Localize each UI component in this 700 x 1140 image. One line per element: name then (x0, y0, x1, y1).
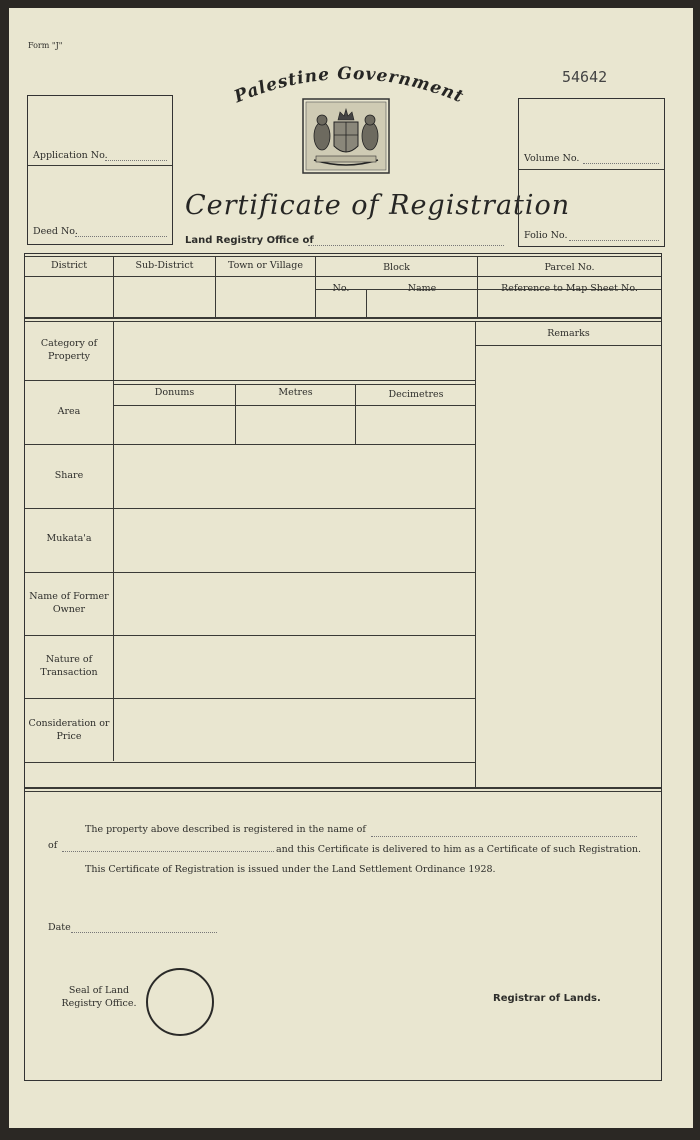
owner-name-dotted-line (371, 836, 637, 837)
parcel-header: Parcel No. (544, 262, 595, 273)
seal-circle (146, 968, 214, 1036)
sub-district-header: Sub-District (135, 260, 194, 271)
rule (25, 762, 476, 763)
application-label: Application No. (33, 150, 108, 161)
folio-label: Folio No. (524, 230, 568, 241)
office-label: Land Registry Office of (185, 235, 314, 246)
form-label: Form "J" (28, 41, 63, 50)
office-dotted-line (308, 245, 504, 246)
rule (25, 572, 476, 573)
folio-dotted-line (569, 240, 659, 241)
rule (114, 405, 476, 406)
category-label: Category of Property (40, 338, 98, 362)
seal-label: Seal of Land Registry Office. (61, 985, 137, 1009)
mukataa-label: Mukata'a (46, 533, 92, 544)
rule (25, 276, 661, 277)
ordinance-text: This Certificate of Registration is issued under the Land Settlement Ordinance 1928. (85, 864, 496, 875)
transaction-label: Nature of Transaction (40, 654, 98, 678)
map-ref-header: Reference to Map Sheet No. (501, 283, 638, 294)
registrar-label: Registrar of Lands. (493, 993, 601, 1004)
rule (25, 317, 661, 319)
date-label: Date (48, 922, 71, 933)
serial-number: 54642 (562, 68, 608, 86)
block-no-header: No. (332, 283, 350, 294)
decimetres-header: Decimetres (388, 389, 444, 400)
owner-of-dotted-line (62, 851, 274, 852)
volume-box (518, 98, 665, 247)
registered-text: The property above described is registered in the name of (85, 824, 366, 835)
share-label: Share (54, 470, 84, 481)
rule (25, 444, 476, 445)
district-header: District (50, 260, 88, 271)
rule (25, 508, 476, 509)
rule (25, 635, 476, 636)
certificate-title: Certificate of Registration (185, 190, 571, 221)
deed-label: Deed No. (33, 226, 78, 237)
former-owner-label: Name of Former Owner (29, 591, 109, 615)
application-box (27, 95, 173, 245)
box-divider (28, 165, 172, 166)
block-header: Block (383, 262, 410, 273)
area-label: Area (57, 406, 81, 417)
box-divider (519, 169, 664, 170)
application-dotted-line (105, 160, 167, 161)
date-dotted-line (71, 932, 217, 933)
of-label: of (48, 840, 58, 851)
volume-dotted-line (583, 163, 659, 164)
rule (25, 791, 661, 792)
town-header: Town or Village (227, 260, 304, 271)
donums-header: Donums (154, 387, 195, 398)
rule (25, 698, 476, 699)
block-name-header: Name (407, 283, 437, 294)
rule (25, 256, 661, 257)
volume-label: Volume No. (524, 153, 580, 164)
rule (25, 787, 661, 789)
rule (114, 384, 476, 385)
delivered-text: and this Certificate is delivered to him as a Certificate of such Registration. (276, 844, 642, 855)
main-frame (24, 253, 662, 1081)
rule (25, 321, 661, 322)
rule (476, 345, 661, 346)
coat-of-arms-emblem (302, 98, 390, 174)
government-text: Palestine Government (231, 63, 467, 106)
certificate-page (9, 8, 693, 1128)
rule (25, 380, 476, 381)
consideration-label: Consideration or Price (28, 718, 110, 742)
remarks-header: Remarks (547, 328, 590, 339)
metres-header: Metres (278, 387, 313, 398)
deed-dotted-line (75, 236, 167, 237)
